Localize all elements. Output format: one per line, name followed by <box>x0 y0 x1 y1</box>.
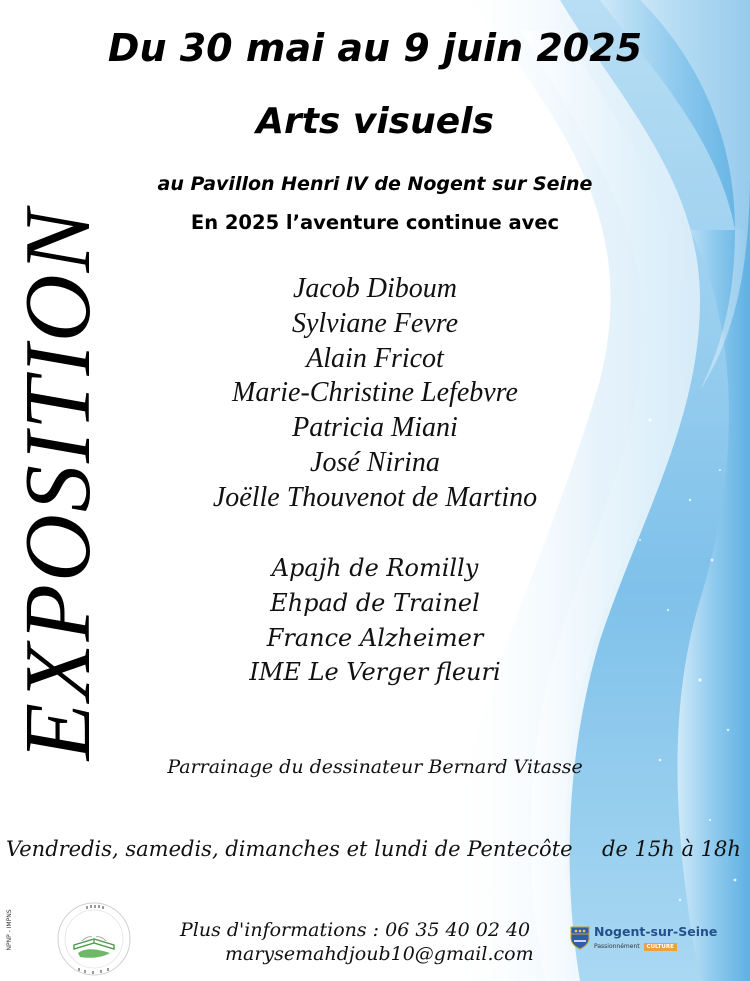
sponsor-text: Parrainage du dessinateur Bernard Vitasse <box>167 756 583 778</box>
artist-name: Joëlle Thouvenot de Martino <box>212 481 538 513</box>
intro-text: En 2025 l’aventure continue avec <box>190 211 560 234</box>
artist-name: Marie-Christine Lefebvre <box>232 377 518 409</box>
organization-name: IME Le Verger fleuri <box>249 658 501 687</box>
venue-text: au Pavillon Henri IV de Nogent sur Seine <box>157 173 593 195</box>
artist-name: José Nirina <box>310 446 440 478</box>
organization-name: Apajh de Romilly <box>271 554 479 582</box>
artist-name: Sylviane Fevre <box>291 307 459 339</box>
organization-list <box>0 551 750 690</box>
organization-name: France Alzheimer <box>266 623 484 652</box>
organization-name: Ehpad de Trainel <box>270 588 480 617</box>
artist-list <box>0 272 750 516</box>
date-range-heading: Du 30 mai au 9 juin 2025 <box>107 26 643 70</box>
city-name: Nogent-sur-Seine <box>594 924 718 939</box>
city-tagline: Passionnément <box>594 943 640 950</box>
artist-name: Patricia Miani <box>292 412 458 444</box>
schedule-days: Vendredis, samedis, dimanches et lundi de Pentecôte <box>6 837 573 861</box>
schedule-hours: de 15h à 18h <box>602 837 741 861</box>
city-coat-of-arms-icon <box>570 926 590 950</box>
city-tagline-row <box>594 942 677 951</box>
city-logo <box>568 922 718 958</box>
contact-email[interactable]: marysemahdjoub10@gmail.com <box>225 943 534 965</box>
association-book-hand-logo <box>52 897 136 981</box>
artist-name: Alain Fricot <box>306 342 444 374</box>
side-credit-text: NPNP - IMPNS <box>6 909 13 951</box>
city-culture-badge: CULTURE <box>644 943 677 951</box>
vertical-exposition-title: EXPOSITION <box>6 207 110 761</box>
artist-name: Jacob Diboum <box>292 273 458 304</box>
exhibition-title: Arts visuels <box>256 101 494 142</box>
info-phone-text: Plus d'informations : 06 35 40 02 40 <box>180 919 531 941</box>
